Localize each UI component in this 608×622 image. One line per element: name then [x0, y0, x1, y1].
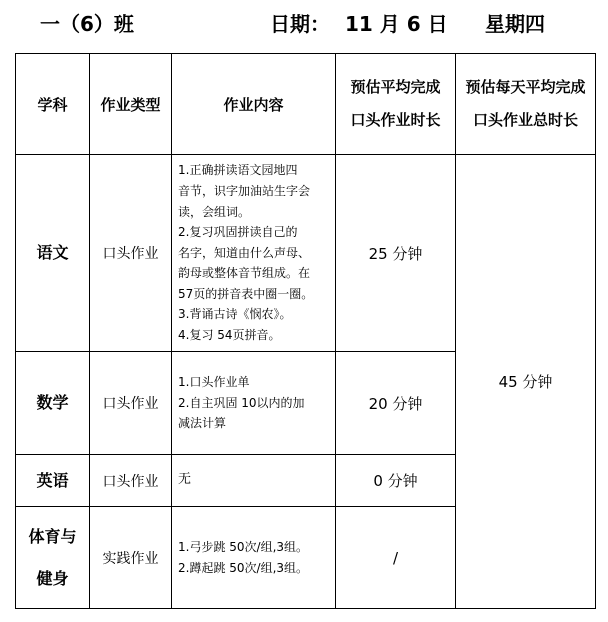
daily-total-cell: 45 分钟	[456, 155, 596, 609]
subject-cell: 英语	[16, 455, 90, 507]
content-cell	[172, 352, 336, 455]
subject-line1: 体育与	[28, 526, 77, 546]
content-line: 2.蹲起跳 50次/组,3组。	[178, 560, 309, 575]
content-line: 读，会组词。	[178, 204, 251, 219]
table-row	[16, 155, 596, 352]
header-content: 作业内容	[172, 54, 336, 155]
header-est-line2: 口头作业时长	[350, 111, 441, 129]
type-cell: 口头作业	[90, 455, 172, 507]
content-line: 3.背诵古诗《悯农》。	[178, 307, 292, 322]
content-line: 名字，知道由什么声母、	[178, 245, 311, 260]
date-value: 11 月 6 日	[345, 12, 448, 36]
content-line: 2.复习巩固拼读自己的	[178, 225, 298, 240]
time-cell: 25 分钟	[336, 155, 456, 352]
type-cell: 口头作业	[90, 352, 172, 455]
header-est-time	[336, 54, 456, 155]
content-line: 1.口头作业单	[178, 375, 250, 390]
header-type: 作业类型	[90, 54, 172, 155]
header-daily-line1: 预估每天平均完成	[465, 78, 586, 96]
weekday: 星期四	[485, 12, 545, 36]
content-line: 1.正确拼读语文园地四	[178, 163, 298, 178]
content-line: 减法计算	[178, 416, 227, 431]
subject-line2: 健身	[36, 568, 69, 588]
subject-cell: 数学	[16, 352, 90, 455]
date-label: 日期：	[270, 12, 330, 36]
homework-table	[15, 53, 596, 609]
content-cell	[172, 507, 336, 609]
time-cell: /	[336, 507, 456, 609]
table-header-row	[16, 54, 596, 155]
time-cell: 20 分钟	[336, 352, 456, 455]
class-title: 一（6）班	[40, 12, 134, 36]
header-daily-total	[456, 54, 596, 155]
content-cell	[172, 155, 336, 352]
header-daily-line2: 口头作业总时长	[472, 111, 578, 129]
type-cell: 口头作业	[90, 155, 172, 352]
time-cell: 0 分钟	[336, 455, 456, 507]
content-line: 2.自主巩固 10以内的加	[178, 395, 305, 410]
header-subject: 学科	[16, 54, 90, 155]
subject-cell: 语文	[16, 155, 90, 352]
content-line: 无	[178, 472, 192, 488]
content-line: 音节，识字加油站生字会	[178, 183, 311, 198]
type-cell: 实践作业	[90, 507, 172, 609]
content-line: 4.复习 54页拼音。	[178, 328, 281, 343]
content-line: 57页的拼音表中圈一圈。	[178, 286, 314, 301]
content-line: 1.弓步跳 50次/组,3组。	[178, 539, 309, 554]
content-line: 韵母或整体音节组成。在	[178, 266, 311, 281]
content-cell	[172, 455, 336, 507]
subject-cell	[16, 507, 90, 609]
header-est-line1: 预估平均完成	[350, 78, 441, 96]
